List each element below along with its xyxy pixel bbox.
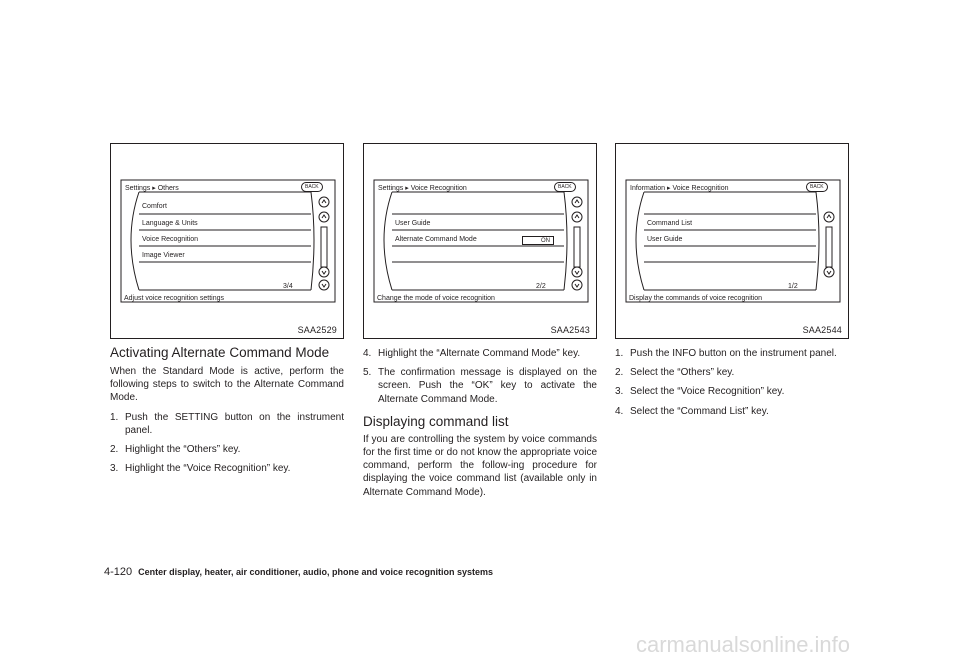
- screen-hint: Adjust voice recognition settings: [124, 295, 224, 302]
- figure-code: SAA2544: [802, 325, 842, 335]
- page-footer: [104, 562, 493, 580]
- step-item: 1. Push the SETTING button on the instrument panel.: [110, 411, 344, 436]
- intro-paragraph: When the Standard Mode is active, perform the following steps to switch to the Alternate Command Mode.: [110, 366, 344, 404]
- on-indicator: ON: [522, 236, 554, 245]
- step-item: 1. Push the INFO button on the instrument panel.: [615, 348, 837, 359]
- step-item: 4. Select the “Command List” key.: [615, 405, 769, 417]
- page-indicator: 2/2: [536, 283, 546, 290]
- menu-item-image-viewer[interactable]: Image Viewer: [142, 252, 185, 259]
- figure-voice-recognition-settings: [363, 143, 597, 339]
- breadcrumb: Information ▸ Voice Recognition: [630, 185, 729, 192]
- figure-others-screen: [110, 143, 344, 339]
- menu-item-user-guide[interactable]: User Guide: [647, 236, 683, 243]
- body-paragraph: If you are controlling the system by voice commands for the first time or do not know the appropriate voice command, perform the follow-ing procedure for displaying the voice command list (available only in Alternate Command Mode).: [363, 433, 597, 498]
- menu-item-language-units[interactable]: Language & Units: [142, 220, 198, 227]
- back-button[interactable]: BACK: [554, 182, 576, 192]
- step-item: 5. The confirmation message is displayed on the screen. Push the “OK” key to activate the Alternate Command Mode.: [363, 367, 597, 405]
- figure-code: SAA2543: [550, 325, 590, 335]
- page-number: 4-120: [104, 566, 133, 578]
- menu-item-voice-recognition[interactable]: Voice Recognition: [142, 236, 199, 243]
- page-indicator: 1/2: [788, 283, 798, 290]
- figure-information-voice-recognition: [615, 143, 849, 339]
- watermark: carmanualsonline.info: [636, 632, 851, 657]
- screen-hint: Display the commands of voice recognition: [629, 295, 763, 302]
- back-button[interactable]: BACK: [806, 182, 828, 192]
- section-heading: Displaying command list: [363, 413, 509, 429]
- section-heading: Activating Alternate Command Mode: [110, 345, 330, 360]
- figure-code: SAA2529: [297, 325, 337, 335]
- menu-item-comfort[interactable]: Comfort: [142, 203, 167, 210]
- breadcrumb: Settings ▸ Others: [125, 185, 179, 192]
- text-column-1: [110, 345, 344, 475]
- breadcrumb: Settings ▸ Voice Recognition: [378, 185, 467, 192]
- step-item: 2. Highlight the “Others” key.: [110, 444, 241, 456]
- step-item: 2. Select the “Others” key.: [615, 367, 735, 379]
- menu-item-user-guide[interactable]: User Guide: [395, 220, 431, 227]
- back-button[interactable]: BACK: [301, 182, 323, 192]
- text-column-3: [615, 341, 849, 418]
- screen-hint: Change the mode of voice recognition: [377, 295, 495, 302]
- step-item: 4. Highlight the “Alternate Command Mode” key.: [363, 348, 581, 359]
- step-item: 3. Select the “Voice Recognition” key.: [615, 386, 785, 398]
- text-column-2: [363, 341, 597, 499]
- chapter-title: Center display, heater, air conditioner, audio, phone and voice recognition systems: [138, 567, 494, 577]
- menu-item-command-list[interactable]: Command List: [647, 220, 693, 227]
- page-indicator: 3/4: [283, 283, 293, 290]
- step-item: 3. Highlight the “Voice Recognition” key.: [110, 463, 291, 475]
- menu-item-alternate-command-mode[interactable]: Alternate Command Mode: [395, 236, 477, 243]
